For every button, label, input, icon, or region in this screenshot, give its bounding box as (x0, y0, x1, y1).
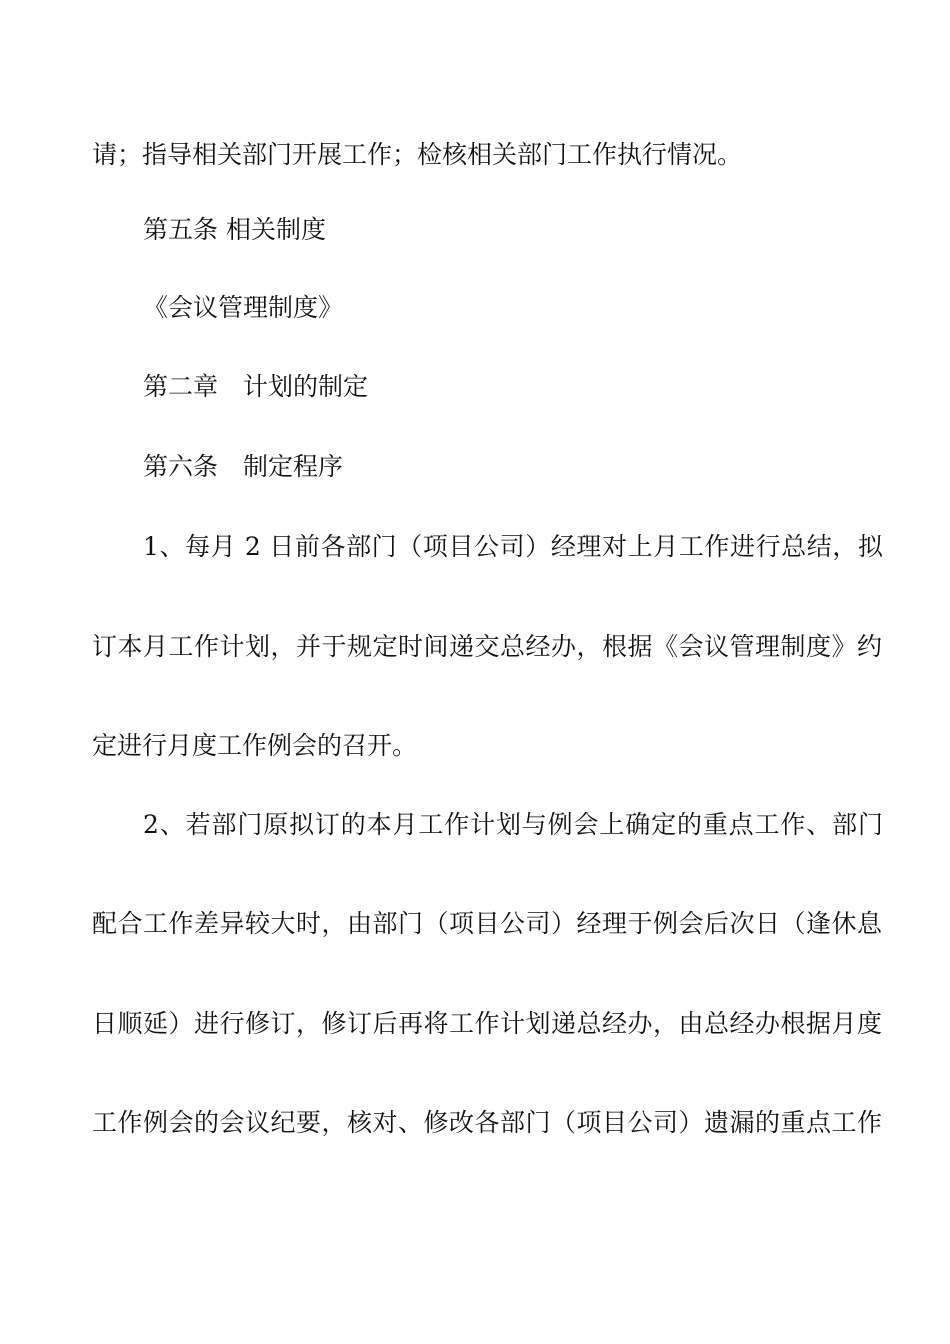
procedure-item-2-line-1: 2、若部门原拟订的本月工作计划与例会上确定的重点工作、部门 (143, 810, 883, 839)
article-6-heading: 第六条 制定程序 (143, 452, 344, 481)
article-5-heading: 第五条 相关制度 (143, 215, 326, 244)
related-regulation-title: 《会议管理制度》 (143, 293, 344, 322)
procedure-item-1-line-1: 1、每月 2 日前各部门（项目公司）经理对上月工作进行总结，拟 (143, 532, 883, 561)
procedure-item-1-line-2: 订本月工作计划，并于规定时间递交总经办，根据《会议管理制度》约 (92, 632, 882, 661)
procedure-item-2-line-2: 配合工作差异较大时，由部门（项目公司）经理于例会后次日（逢休息 (92, 909, 882, 938)
procedure-item-2-line-3: 日顺延）进行修订，修订后再将工作计划递总经办，由总经办根据月度 (92, 1009, 882, 1038)
procedure-item-1-line-3: 定进行月度工作例会的召开。 (92, 731, 418, 760)
procedure-item-2-line-4: 工作例会的会议纪要，核对、修改各部门（项目公司）遗漏的重点工作 (92, 1108, 882, 1137)
paragraph-continuation-line: 请；指导相关部门开展工作；检核相关部门工作执行情况。 (92, 140, 743, 169)
chapter-2-heading: 第二章 计划的制定 (143, 372, 369, 401)
